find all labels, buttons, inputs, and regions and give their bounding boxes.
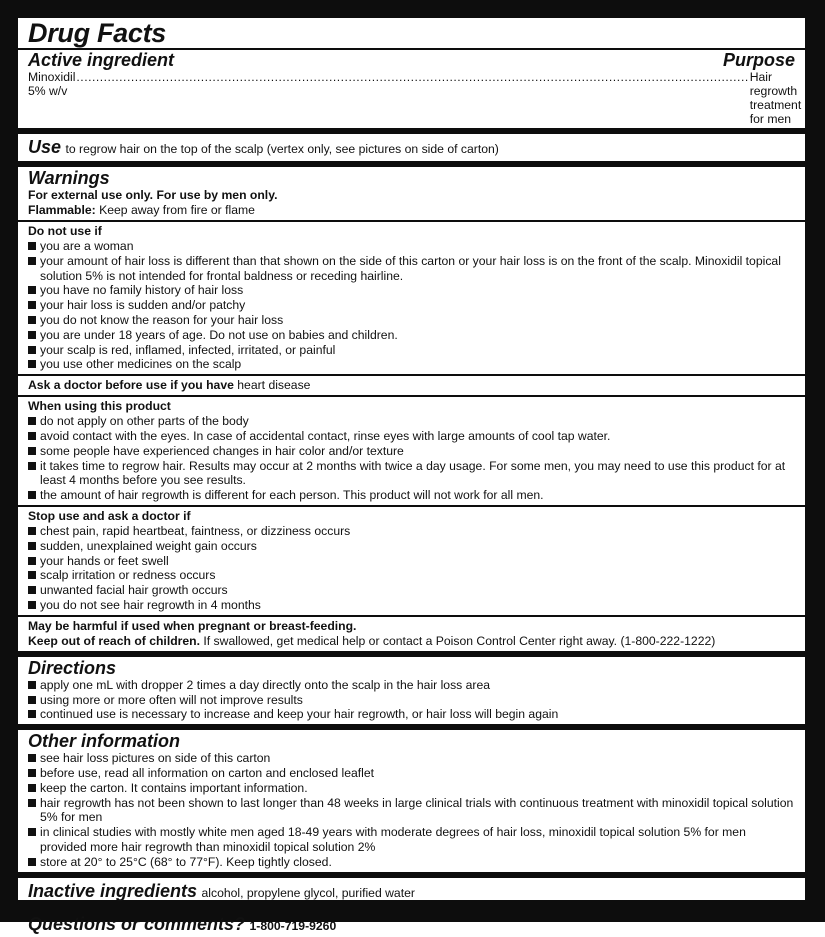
list-item: you are under 18 years of age. Do not use on babies and children. [28, 328, 795, 343]
list-item: the amount of hair regrowth is different for each person. This product will not work for all men. [28, 488, 795, 503]
use-section [28, 134, 795, 161]
ask-doctor-section [28, 376, 795, 395]
list-item: see hair loss pictures on side of this carton [28, 751, 795, 766]
inactive-ingredients-text: alcohol, propylene glycol, purified water [201, 885, 415, 900]
use-header: Use [28, 137, 62, 157]
list-item: avoid contact with the eyes. In case of accidental contact, rinse eyes with large amounts of cool tap water. [28, 429, 795, 444]
list-item: you use other medicines on the scalp [28, 357, 795, 372]
purpose-header: Purpose [722, 50, 795, 70]
list-item: some people have experienced changes in hair color and/or texture [28, 444, 795, 459]
flammable-warning [28, 203, 795, 218]
page-title: Drug Facts [28, 18, 167, 48]
active-ingredient-section [28, 50, 802, 128]
use-text: to regrow hair on the top of the scalp (vertex only, see pictures on side of carton) [65, 142, 499, 156]
questions-header: Questions or comments? [28, 913, 246, 934]
list-item: do not apply on other parts of the body [28, 414, 795, 429]
leader-dots: ............................................................................................................................................................................. [76, 70, 749, 84]
external-use-warning: For external use only. For use by men only. [28, 188, 278, 202]
pregnancy-warning: May be harmful if used when pregnant or breast-feeding. [28, 618, 357, 633]
list-item: you do not see hair regrowth in 4 months [28, 598, 795, 613]
ask-doctor-text: heart disease [237, 378, 311, 393]
ask-doctor-label: Ask a doctor before use if you have [28, 378, 234, 393]
do-not-use-list [28, 239, 795, 372]
list-item: you are a woman [28, 239, 795, 254]
list-item: hair regrowth has not been shown to last longer than 48 weeks in large clinical trials with continuous treatment with minoxidil topical solution 5% for men [28, 796, 795, 826]
list-item: you do not know the reason for your hair loss [28, 313, 795, 328]
list-item: using more or more often will not improve results [28, 693, 795, 708]
directions-header: Directions [28, 657, 117, 678]
list-item: chest pain, rapid heartbeat, faintness, or dizziness occurs [28, 524, 795, 539]
list-item: apply one mL with dropper 2 times a day directly onto the scalp in the hair loss area [28, 678, 795, 693]
other-info-list [28, 751, 795, 869]
other-info-header: Other information [28, 731, 180, 752]
list-item: store at 20° to 25°C (68° to 77°F). Keep tightly closed. [28, 855, 795, 870]
children-warning [28, 634, 795, 649]
inactive-ingredients-header: Inactive ingredients [28, 880, 198, 901]
list-item: your amount of hair loss is different than that shown on the side of this carton or your hair loss is on the front of the scalp. Minoxidil topical solution 5% is not intended for frontal baldness or receding hairline. [28, 254, 795, 284]
pregnancy-children-section [28, 617, 795, 651]
list-item: your hands or feet swell [28, 554, 795, 569]
when-using-section [28, 397, 795, 505]
list-item: it takes time to regrow hair. Results may occur at 2 months with twice a day usage. For some men, you may need to use this product for at least 4 months before you see results. [28, 459, 795, 489]
do-not-use-header: Do not use if [28, 224, 102, 238]
when-using-header: When using this product [28, 399, 171, 414]
warnings-header: Warnings [28, 168, 110, 188]
list-item: keep the carton. It contains important information. [28, 781, 795, 796]
directions-list [28, 678, 795, 722]
list-item: your hair loss is sudden and/or patchy [28, 298, 795, 313]
list-item: sudden, unexplained weight gain occurs [28, 539, 795, 554]
list-item: scalp irritation or redness occurs [28, 568, 795, 583]
active-ingredient-line [28, 70, 802, 126]
do-not-use-section [28, 222, 795, 374]
purpose-text: Hair regrowth treatment for men [749, 70, 802, 126]
keep-out-text: If swallowed, get medical help or contact a Poison Control Center right away. (1-800-222-1222) [203, 633, 716, 648]
stop-use-header: Stop use and ask a doctor if [28, 508, 191, 523]
questions-section [28, 911, 795, 937]
list-item: before use, read all information on carton and enclosed leaflet [28, 766, 795, 781]
warnings-section [28, 167, 795, 220]
flammable-text: Keep away from fire or flame [99, 203, 255, 217]
when-using-list [28, 414, 795, 503]
inactive-ingredients-section [28, 878, 795, 905]
list-item: in clinical studies with mostly white men aged 18-49 years with moderate degrees of hair loss, minoxidil topical solution 5% for men provided more hair regrowth than minoxidil topical solution 2% [28, 825, 795, 855]
questions-phone: 1-800-719-9260 [249, 918, 337, 933]
list-item: your scalp is red, inflamed, infected, irritated, or painful [28, 343, 795, 358]
directions-section [28, 657, 795, 724]
list-item: continued use is necessary to increase and keep your hair regrowth, or hair loss will begin again [28, 707, 795, 722]
drug-facts-inner [18, 18, 805, 937]
keep-out-label: Keep out of reach of children. [28, 633, 200, 648]
stop-use-section [28, 507, 795, 615]
other-info-section [28, 730, 795, 871]
list-item: you have no family history of hair loss [28, 283, 795, 298]
active-header-row [28, 51, 795, 70]
active-ingredient-header: Active ingredient [28, 50, 175, 70]
active-ingredient-name: Minoxidil 5% w/v [28, 70, 76, 98]
stop-use-list [28, 524, 795, 613]
list-item: unwanted facial hair growth occurs [28, 583, 795, 598]
flammable-label: Flammable: [28, 203, 96, 217]
